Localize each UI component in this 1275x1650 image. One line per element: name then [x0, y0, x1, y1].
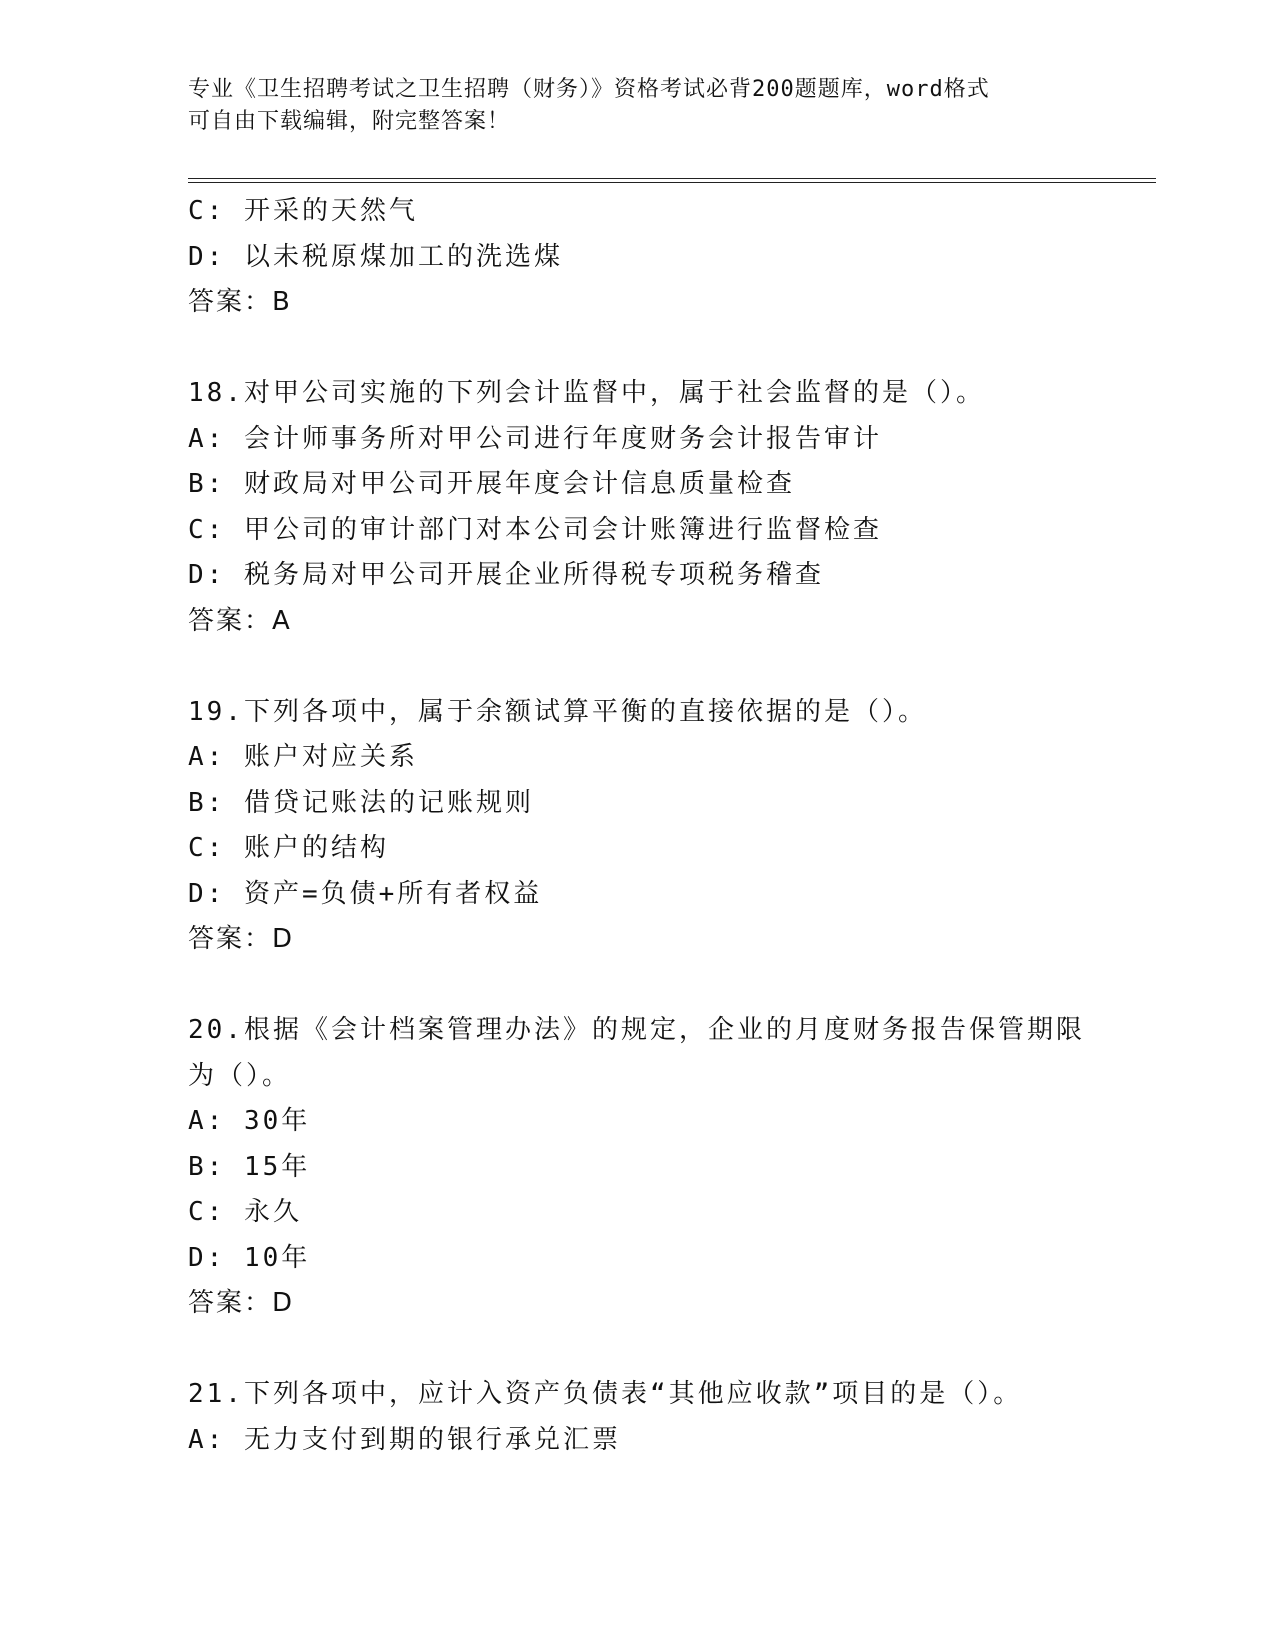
- spacer: [188, 326, 1156, 372]
- option-d: D: 10年: [188, 1242, 311, 1273]
- question-stem: 21.下列各项中，应计入资产负债表“其他应收款”项目的是（）。: [188, 1379, 1023, 1409]
- spacer: [188, 963, 1156, 1009]
- question-block-19: [188, 690, 1156, 963]
- option-d: D: 税务局对甲公司开展企业所得税专项税务稽查: [188, 560, 824, 590]
- option-a: A: 会计师事务所对甲公司进行年度财务会计报告审计: [188, 423, 882, 454]
- question-block-18: [188, 371, 1156, 644]
- option-c: C: 永久: [188, 1197, 302, 1227]
- question-block-17: [188, 189, 1156, 326]
- spacer: [188, 1327, 1156, 1373]
- option-c: C: 账户的结构: [188, 833, 389, 863]
- option-a: A: 无力支付到期的银行承兑汇票: [188, 1424, 621, 1455]
- answer-line: 答案：D: [188, 924, 295, 954]
- question-stem-line-1: 20.根据《会计档案管理办法》的规定，企业的月度财务报告保管期限: [188, 1015, 1085, 1045]
- option-a: A: 账户对应关系: [188, 742, 418, 772]
- answer-line: 答案：D: [188, 1288, 295, 1318]
- question-stem: 19.下列各项中，属于余额试算平衡的直接依据的是（）。: [188, 696, 927, 727]
- option-c: C: 开采的天然气: [188, 196, 418, 226]
- option-b: B: 财政局对甲公司开展年度会计信息质量检查: [188, 469, 795, 499]
- option-c: C: 甲公司的审计部门对本公司会计账簿进行监督检查: [188, 514, 882, 545]
- answer-line: 答案：B: [188, 287, 292, 317]
- question-stem: 18.对甲公司实施的下列会计监督中，属于社会监督的是（）。: [188, 378, 985, 408]
- option-b: B: 15年: [188, 1151, 311, 1182]
- header-line-1: 专业《卫生招聘考试之卫生招聘（财务）》资格考试必背200题题库，word格式: [188, 77, 990, 102]
- question-list: [188, 189, 1156, 1463]
- question-block-20: [188, 1008, 1156, 1327]
- answer-line: 答案：A: [188, 605, 292, 636]
- option-b: B: 借贷记账法的记账规则: [188, 787, 534, 818]
- option-d: D: 以未税原煤加工的洗选煤: [188, 241, 563, 272]
- question-stem-line-2: 为（）。: [188, 1060, 292, 1091]
- option-d: D: 资产=负债+所有者权益: [188, 878, 543, 909]
- spacer: [188, 644, 1156, 690]
- question-block-21: [188, 1372, 1156, 1463]
- document-header: [188, 74, 1088, 138]
- header-line-2: 可自由下载编辑，附完整答案！: [188, 109, 511, 134]
- header-divider: [188, 178, 1156, 183]
- option-a: A: 30年: [188, 1106, 311, 1136]
